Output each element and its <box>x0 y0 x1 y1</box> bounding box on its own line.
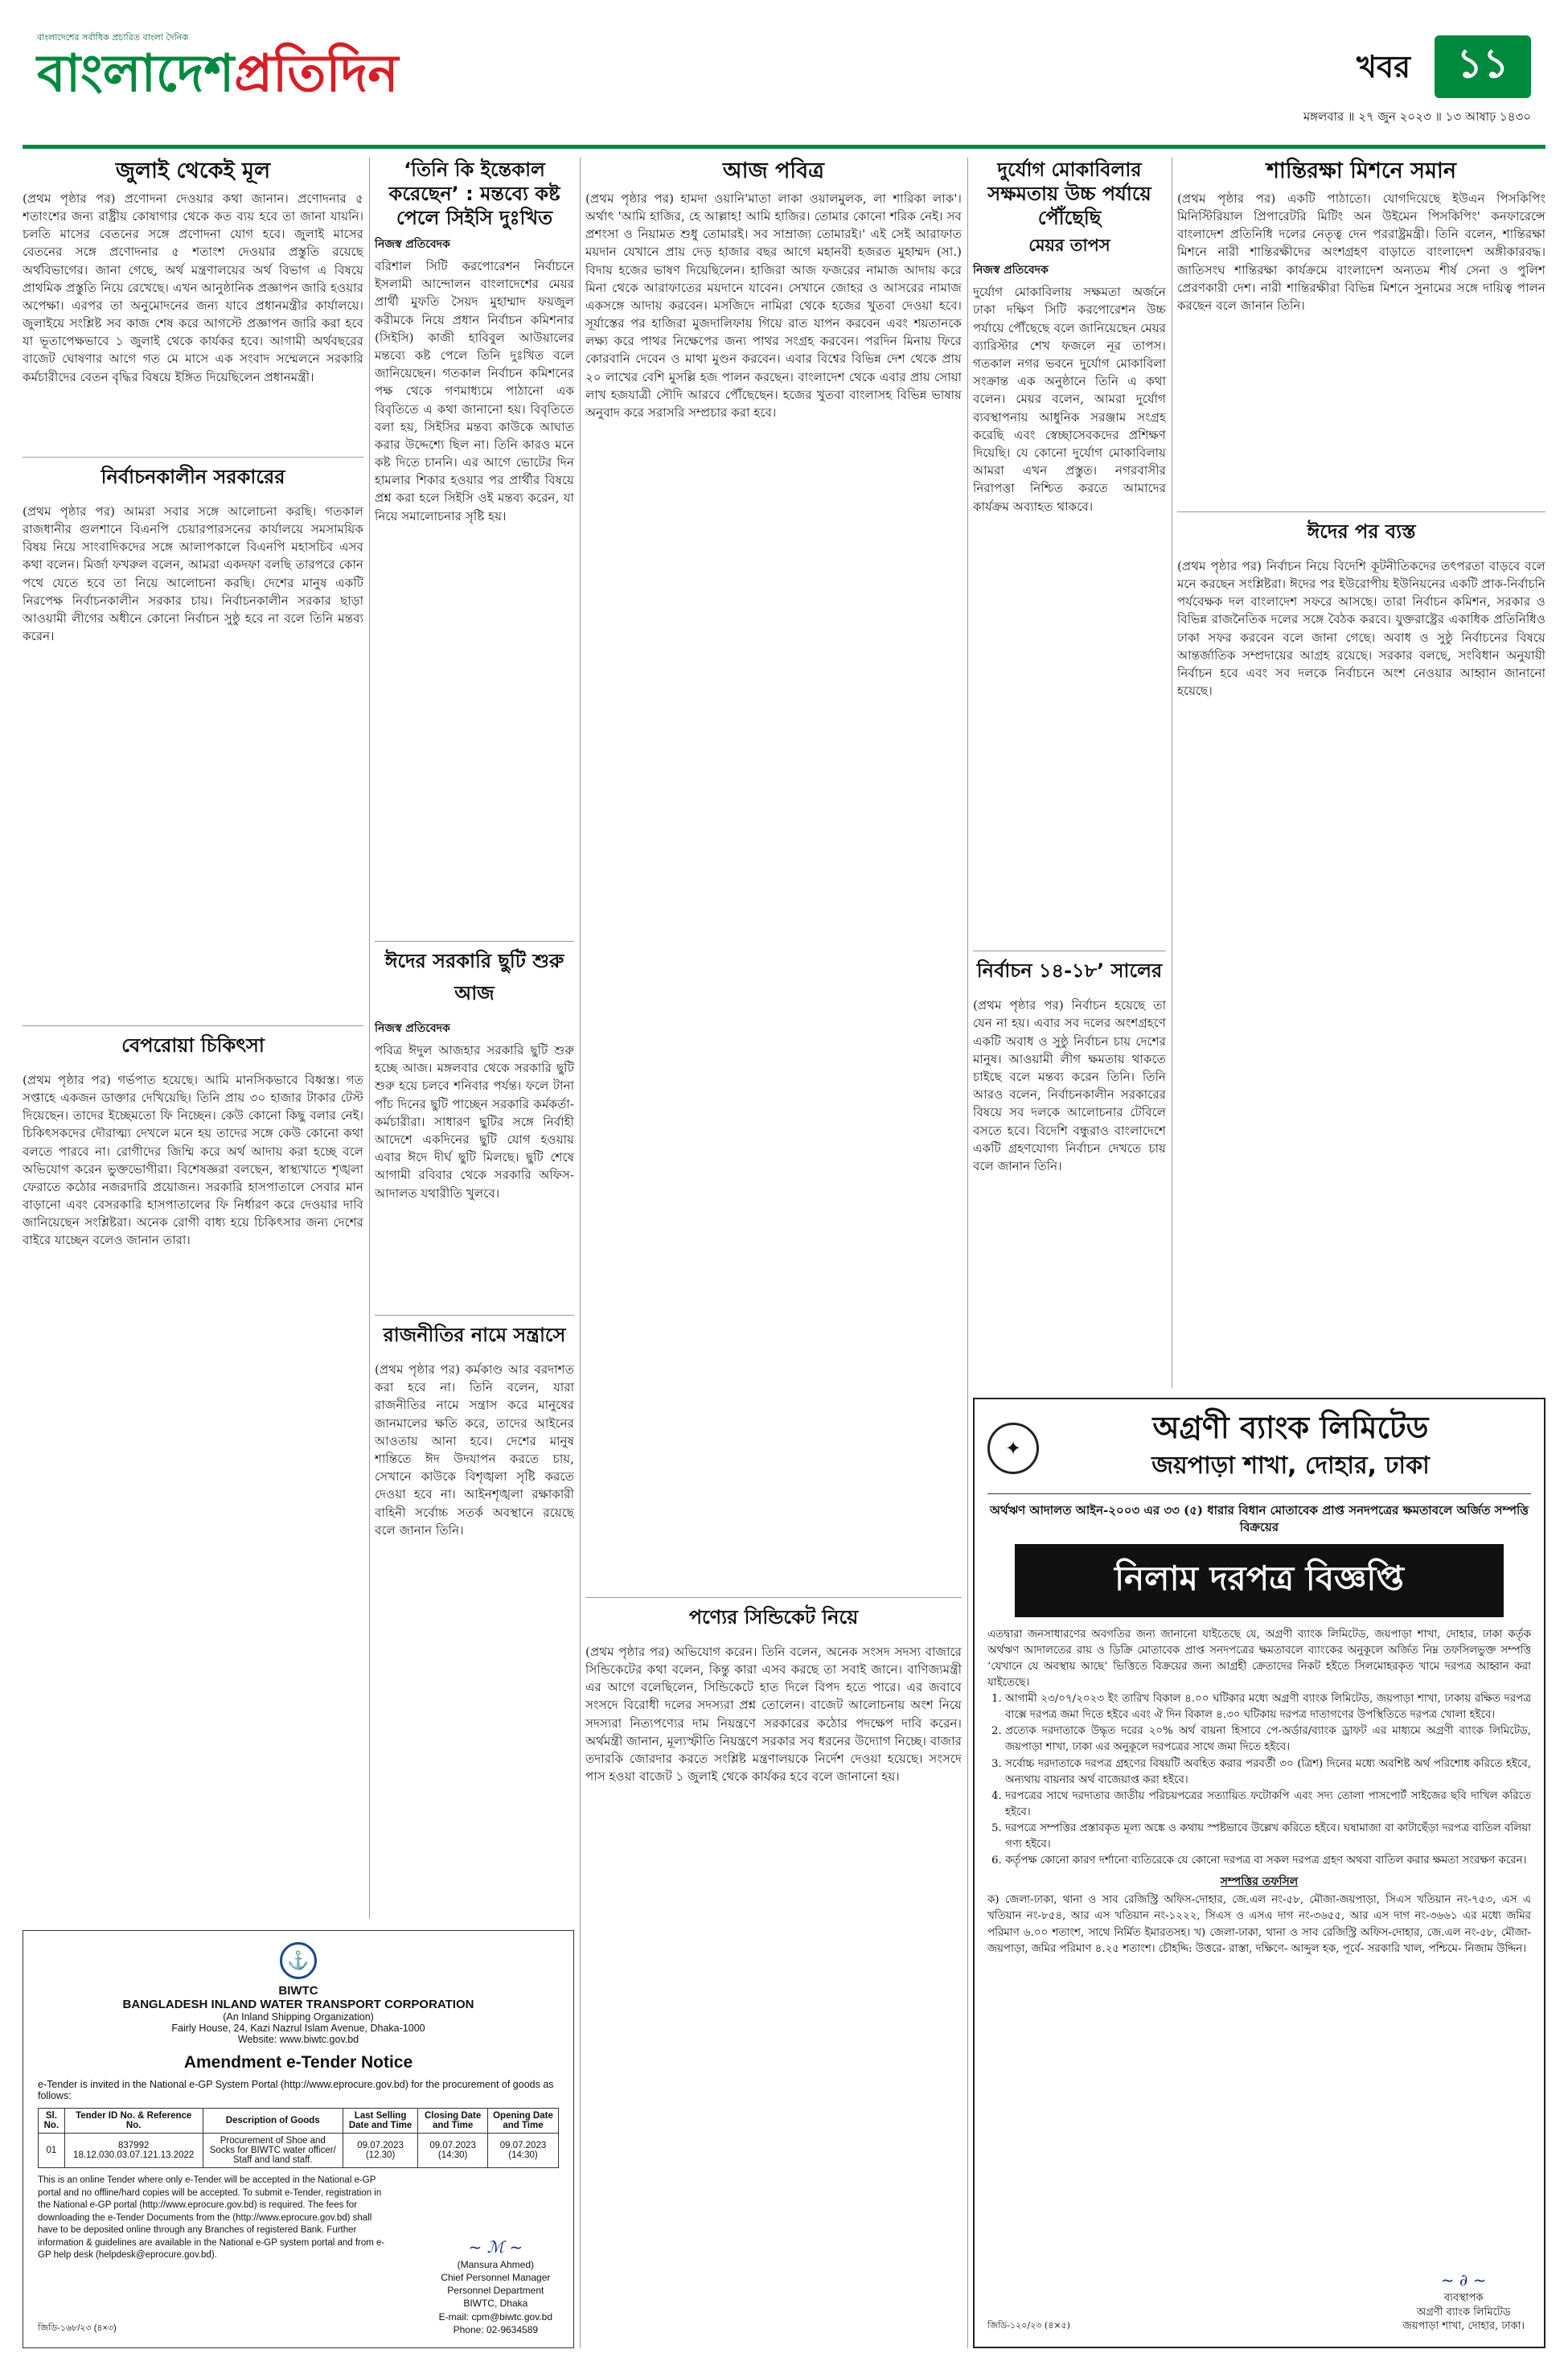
headline-cec: ‘তিনি কি ইন্তেকাল করেছেন’ : মন্তব্যে কষ্ট পেলে সিইসি দুঃখিত <box>388 158 560 229</box>
table-cell: 09.07.2023 (14:30) <box>487 2134 558 2168</box>
section-area <box>1161 35 1531 132</box>
signer-org: BIWTC, Dhaka <box>463 2298 528 2310</box>
biwtc-tender-notice <box>23 1930 574 2348</box>
auction-signer-bank: অগ্রণী ব্যাংক লিমিটেড <box>1416 2306 1511 2319</box>
auction-term: 6. কর্তৃপক্ষ কোনো কারণ দর্শানো ব্যতিরেকে যে কোনো দরপত্র বা সকল দরপত্র গ্রহণ অথবা বাতিল করার ক্ষমতা সংরক্ষণ করেন। <box>1005 1853 1531 1869</box>
column-divider <box>967 158 968 2348</box>
column-2 <box>375 158 574 1859</box>
schedule-text: ক) জেলা-ঢাকা, থানা ও সাব রেজিস্ট্রি অফিস-দোহার, জে.এল নং-৫৮, মৌজা-জয়পাড়া, সিএস খতিয়ান নং-৭৫৩, এস এ খতিয়ান নং-৮৫৪, আর এস খতিয়ান নং-১২২২, সিএস ও এসএ দাগ নং-৩৬৫৫, আর এস দাগ নং-৩৬৬১ এর মধ্যে জমির পরিমাণ ৬.০০ শতাংশ, সাথে নির্মিত ইমারতসহ। খ) জেলা-ঢাকা, থানা ও সাব রেজিস্ট্রি অফিস-দোহার, জে.এল নং-৫৮, মৌজা-জয়পাড়া, জমির পরিমাণ ৪.২৫ শতাংশ। চৌহদ্দি: উত্তরে- রাস্তা, দক্ষিণে- আব্দুল হক, পূর্বে- সরকারি খাল, পশ্চিমে- নিজাম উদ্দিন। <box>987 1894 1531 1955</box>
table-header-cell: Closing Date and Time <box>418 2109 488 2134</box>
biwtc-address: Fairly House, 24, Kazi Nazrul Islam Avenue, Dhaka-1000 <box>171 2023 425 2034</box>
table-header-cell: Sl. No. <box>39 2109 65 2134</box>
notice-intro: e-Tender is invited in the National e-GP System Portal (http://www.eprocure.gov.bd) for the procurement of goods as follows: <box>38 2079 554 2101</box>
article-body-cec: বরিশাল সিটি করপোরেশন নির্বাচনে ইসলামী আন্দোলন বাংলাদেশের মেয়র প্রার্থী মুফতি সৈয়দ মুহাম্মাদ ফয়জুল করীমকে নিয়ে প্রধান নির্বাচন কমিশনার (সিইসি) কাজী হাবিবুল আউয়ালের মন্তব্যে কষ্ট পেলে তিনি দুঃখিত বলে জানিয়েছেন। গতকাল নির্বাচন কমিশনের পক্ষ থেকে গণমাধ্যমে পাঠানো এক বিবৃতিতে এ কথা জানানো হয়। বিবৃতিতে বলা হয়, সিইসির মন্তব্য কাউকে আঘাত করার উদ্দেশ্যে ছিল না। তিনি কারও মনে কষ্ট দিতে চাননি। এর আগে ভোটের দিন হামলার শিকার হওয়ার পর প্রার্থীর বিষয়ে প্রশ্ন করা হলে সিইসি ওই মন্তব্য করেন, যা নিয়ে সমালোচনার সৃষ্টি হয়। <box>375 259 574 524</box>
section-name: খবর <box>1356 49 1410 84</box>
bank-name: অগ্রণী ব্যাংক লিমিটেড <box>1152 1410 1429 1445</box>
table-header-cell: Opening Date and Time <box>487 2109 558 2134</box>
column-5 <box>1177 158 1545 1394</box>
column-4 <box>973 158 1166 1415</box>
kicker-disaster: মেয়র তাপস <box>1028 236 1110 255</box>
table-cell: 01 <box>39 2134 65 2168</box>
article-body-after-eid: (প্রথম পৃষ্ঠার পর) নির্বাচন নিয়ে বিদেশি কূটনীতিকদের তৎপরতা বাড়বে বলে মনে করছেন সংশ্লিষ্টরা। ঈদের পর ইউরোপীয় ইউনিয়নের একটি প্রাক-নির্বাচনি পর্যবেক্ষক দল বাংলাদেশ সফরে আসছে। তারা নির্বাচন কমিশন, সরকার ও বিভিন্ন রাজনৈতিক দলের সঙ্গে বৈঠক করবে। যুক্তরাষ্ট্রের একাধিক প্রতিনিধিও ঢাকা সফর করবেন বলে জানা গেছে। অবাধ ও সুষ্ঠু নির্বাচনের বিষয়ে আন্তর্জাতিক সম্প্রদায়ের আগ্রহ রয়েছে। সরকার বলছে, সংবিধান অনুযায়ী নির্বাচন হবে এবং সব দলকে নির্বাচনে অংশ নেওয়ার আহ্বান জানানো হয়েছে। <box>1177 558 1545 699</box>
auction-terms <box>987 1691 1531 1869</box>
headline-pulp: পণ্যের সিন্ডিকেট নিয়ে <box>585 1597 962 1638</box>
biwtc-full-name: BANGLADESH INLAND WATER TRANSPORT CORPORATION <box>122 1998 474 2011</box>
headline-eid-holiday: ঈদের সরকারি ছুটি শুরু আজ <box>375 941 574 1014</box>
auction-term: 5. দরপত্রে সম্পত্তির প্রস্তাবকৃত মূল্য অঙ্কে ও কথায় স্পষ্টভাবে উল্লেখ করিতে হইবে। ঘষামাজা বা কাটাছেঁড়া দরপত্র বাতিল বলিয়া গণ্য হইবে। <box>1005 1821 1531 1853</box>
headline-election-1418: নির্বাচন ১৪-১৮’ সালের <box>973 951 1166 992</box>
tender-table <box>38 2108 559 2168</box>
bank-logo-icon: ✦ <box>987 1423 1039 1474</box>
byline-eid-holiday: নিজস্ব প্রতিবেদক <box>375 1022 450 1035</box>
biwtc-logo-icon: ⚓ <box>280 1942 317 1979</box>
article-body-salary: (প্রথম পৃষ্ঠার পর) প্রণোদনা দেওয়ার কথা জানান। প্রণোদনার ৫ শতাংশের জন্য রাষ্ট্রীয় কোষাগার থেকে কত ব্যয় হবে তা জানা যায়নি। চলতি মাসের বেতনের সঙ্গে প্রণোদনা যোগ হবে। জুলাই মাসের বেতনের সঙ্গে প্রণোদনার ৫ শতাংশ দেওয়ার প্রস্তুতি রয়েছে অর্থবিভাগের। জানা গেছে, অর্থ মন্ত্রণালয়ের অর্থ বিভাগ এ বিষয়ে প্রাথমিক প্রস্তুতি নিয়ে রেখেছে। এখন আনুষ্ঠানিক প্রজ্ঞাপন জারি হওয়ার অপেক্ষা। এরপর তা অনুমোদনের জন্য যাবে প্রধানমন্ত্রীর কার্যালয়ে। জুলাইয়ে সংশ্লিষ্ট সব কাজ শেষ করে আগস্টে প্রজ্ঞাপন জারি করা হবে যা ভূতাপেক্ষভাবে ১ জুলাই থেকে কার্যকর হবে। আগামী অর্থবছরের বাজেট ঘোষণার আগে গত মে মাসে এক সংবাদ সম্মেলনে সরকারি কর্মচারীদের বেতন বৃদ্ধির বিষয়ে ইঙ্গিত দিয়েছিলেন প্রধানমন্ত্রী। <box>23 191 363 384</box>
article-body-election-govt: (প্রথম পৃষ্ঠার পর) আমরা সবার সঙ্গে আলোচনা করছি। গতকাল রাজধানীর গুলশানে বিএনপি চেয়ারপারসনের কার্যালয়ে সমসাময়িক বিষয় নিয়ে সাংবাদিকদের সঙ্গে আলাপকালে বিএনপি মহাসচিব এসব কথা বলেন। মির্জা ফখরুল বলেন, আমরা একদফা বলছি তারপরে কোন পথে যেতে হবে তা নিয়ে আলোচনা করছি। দেশের মানুষ একটি নিরপেক্ষ নির্বাচনকালীন সরকার চায়। নির্বাচনকালীন সরকার ছাড়া আওয়ামী লীগের অধীনে কোনো নির্বাচন সুষ্ঠু হবে না বলে তিনি মন্তব্য করেন। <box>23 503 363 644</box>
notice-footer: This is an online Tender where only e-Tender will be accepted in the National e-GP portal and no offline/hard copies will be accepted. To submit e-Tender, registration in the National e-GP portal (http://www.eprocure.gov.bd) is required. The fees for downloading the e-Tender Documents from the (http://www.eprocure.gov.bd) shall have to be deposited online through any Branches of registered Bank. Further information & guidelines are available in the National e-GP system portal and from e-GP help desk (helpdesk@eprocure.gov.bd). <box>38 2175 385 2261</box>
table-cell: Procurement of Shoe and Socks for BIWTC water officer/ Staff and land staff. <box>203 2134 343 2168</box>
column-divider <box>369 158 370 1919</box>
auction-ref: জিডি-১২০/২৩ (৪×৫) <box>987 2320 1070 2331</box>
notice-signature-block <box>439 2236 552 2336</box>
masthead <box>23 16 1545 137</box>
dateline: মঙ্গলবার ॥ ২৭ জুন ২০২৩ ॥ ১৩ আষাঢ় ১৪৩০ <box>1303 109 1531 124</box>
headline-election-govt: নির্বাচনকালীন সরকারের <box>23 457 363 498</box>
bank-branch: জয়পাড়া শাখা, দোহার, ঢাকা <box>1151 1451 1430 1480</box>
auction-signer-branch: জয়পাড়া শাখা, দোহার, ঢাকা। <box>1402 2320 1525 2333</box>
logo-name-main: বাংলাদেশ <box>37 44 235 104</box>
schedule-heading: সম্পত্তির তফসিল <box>1220 1875 1299 1889</box>
auction-term: 4. দরপত্রের সাথে দরদাতার জাতীয় পরিচয়পত্রের সত্যায়িত ফটোকপি এবং সদ্য তোলা পাসপোর্ট সাইজের ছবি দাখিল করিতে হইবে। <box>1005 1789 1531 1821</box>
headline-peace: শান্তিরক্ষা মিশনে সমান <box>1266 158 1456 183</box>
headline-salary: জুলাই থেকেই মূল <box>115 158 271 183</box>
logo-tagline: বাংলাদেশের সর্বাধিক প্রচারিত বাংলা দৈনিক <box>37 32 189 43</box>
headline-treatment: বেপরোয়া চিকিৎসা <box>23 1025 363 1066</box>
headline-politics: রাজনীতির নামে সন্ত্রাসে <box>375 1315 574 1356</box>
signer-role: Chief Personnel Manager <box>441 2272 551 2284</box>
auction-signature-block <box>1402 2269 1525 2334</box>
auction-header <box>987 1411 1531 1494</box>
auction-intro: এতদ্বারা জনসাধারণের অবগতির জন্য জানানো যাইতেছে যে, অগ্রণী ব্যাংক লিমিটেড, জয়পাড়া শাখা, দোহার, ঢাকা কর্তৃক অর্থঋণ আদালতের রায় ও ডিক্রি মোতাবেক প্রাপ্ত সনদপত্রের ক্ষমতাবলে ব্যাংকের অনুকূলে অর্জিত নিম্ন তফসিলভুক্ত সম্পত্তি ‘যেখানে যে অবস্থায় আছে’ ভিত্তিতে বিক্রয়ের জন্য আগ্রহী ক্রেতাদের নিকট হইতে সিলমোহরকৃত খামে দরপত্র আহ্বান করা যাইতেছে। <box>987 1628 1531 1690</box>
notice-ref: জিডি-১৬৮/২৩ (৪×৩) <box>38 2323 117 2333</box>
column-divider <box>580 158 581 2348</box>
signer-email: E-mail: cpm@biwtc.gov.bd <box>438 2310 552 2323</box>
auction-term: 1. আগামী ২৩/০৭/২০২৩ ইং তারিখ বিকাল ৪.০০ ঘটিকার মধ্যে অগ্রণী ব্যাংক লিমিটেড, জয়পাড়া শাখা, ঢাকায় রক্ষিত দরপত্র বাক্সে দরপত্র জমা দিতে হইবে এবং ঐ দিন বিকাল ৪.৩০ ঘটিকায় দরপত্র দাতাগণের উপস্থিতিতে দরপত্র খোলা হইবে। <box>1005 1691 1531 1723</box>
signer-name: (Mansura Ahmed) <box>457 2258 535 2270</box>
biwtc-website: Website: www.biwtc.gov.bd <box>237 2034 359 2045</box>
newspaper-logo <box>37 31 399 127</box>
table-cell: 837992 18.12.030.03.07.121.13.2022 <box>64 2134 203 2168</box>
column-3 <box>585 158 962 2343</box>
headline-after-eid: ঈদের পর ব্যস্ত <box>1177 511 1545 552</box>
table-row <box>39 2134 559 2168</box>
auction-law-text: অর্থঋণ আদালত আইন-২০০৩ এর ৩৩ (৫) ধারার বিধান মোতাবেক প্রাপ্ত সনদপত্রের ক্ষমতাবলে অর্জিত সম্পত্তি বিক্রয়ের <box>989 1502 1529 1534</box>
signature-image: ~ ℳ ~ <box>468 2236 523 2257</box>
table-header-cell: Description of Goods <box>203 2109 343 2134</box>
table-cell: 09.07.2023 (14:30) <box>418 2134 488 2168</box>
signature-image: ~ ∂ ~ <box>1440 2270 1487 2290</box>
article-body-peace: (প্রথম পৃষ্ঠার পর) একটি পাঠাতো। যোগদিয়েছে ইউএন পিসকিপিং মিনিস্টিরিয়াল প্রিপারেটরি মিটিং অন উইমেন পিসকিপিং' কনফারেন্সে বাংলাদেশ প্রতিনিধি দলের নেতৃত্ব দেন পররাষ্ট্রমন্ত্রী। তিনি বলেন, শান্তিরক্ষা মিশনে নারী শান্তিরক্ষীদের অংশগ্রহণ বাড়াতে বাংলাদেশ অঙ্গীকারবদ্ধ। জাতিসংঘ শান্তিরক্ষা কার্যক্রমে বাংলাদেশ অন্যতম শীর্ষ সেনা ও পুলিশ প্রেরণকারী দেশ। নারী শান্তিরক্ষীরা বিভিন্ন মিশনে সুনামের সঙ্গে দায়িত্ব পালন করছেন বলে জানান তিনি। <box>1177 191 1545 313</box>
signer-department: Personnel Department <box>447 2285 544 2297</box>
article-body-politics: (প্রথম পৃষ্ঠার পর) কর্মকাণ্ড আর বরদাশত করা হবে না। তিনি বলেন, যারা রাজনীতির নামে সন্ত্রাস করে মানুষের জানমালের ক্ষতি করে, তাদের আইনের আওতায় আনা হবে। দেশের মানুষ শান্তিতে ঈদ উদযাপন করতে চায়, সেখানে কাউকে বিশৃঙ্খলা সৃষ্টি করতে দেওয়া হবে না। আইনশৃঙ্খলা রক্ষাকারী বাহিনী সর্বোচ্চ সতর্ক অবস্থানে রয়েছে বলে জানান তিনি। <box>375 1362 574 1538</box>
article-body-election-1418: (প্রথম পৃষ্ঠার পর) নির্বাচন হয়েছে তা যেন না হয়। এবার সব দলের অংশগ্রহণে একটি অবাধ ও সুষ্ঠু নির্বাচন চায় দেশের মানুষ। আওয়ামী লীগ ক্ষমতায় থাকতে চাইছে বলে মন্তব্য করেন তিনি। তিনি আরও বলেন, নির্বাচনকালীন সরকারের বিষয়ে সব দলকে আলোচনার টেবিলে বসতে হবে। বিদেশি বন্ধুরাও বাংলাদেশে একটি গ্রহণযোগ্য নির্বাচন দেখতে চায় বলে জানান তিনি। <box>973 998 1166 1173</box>
article-body-disaster: দুর্যোগ মোকাবিলায় সক্ষমতা অর্জনে ঢাকা দক্ষিণ সিটি করপোরেশন উচ্চ পর্যায়ে পৌঁছেছে বলে জানিয়েছেন মেয়র ব্যারিস্টার শেখ ফজলে নূর তাপস। গতকাল নগর ভবনে দুর্যোগ মোকাবিলা সংক্রান্ত এক অনুষ্ঠানে তিনি এ কথা বলেন। মেয়র বলেন, আমরা দুর্যোগ ব্যবস্থাপনায় আধুনিক সরঞ্জাম সংগ্রহ করেছি এবং স্বেচ্ছাসেবকদের প্রশিক্ষণ দিয়েছি। যে কোনো দুর্যোগ মোকাবিলায় আমরা এখন প্রস্তুত। নগরবাসীর নিরাপত্তা নিশ্চিত করতে আমাদের কার্যক্রম অব্যাহত থাকবে। <box>973 285 1166 514</box>
table-cell: 09.07.2023 (12.30) <box>343 2134 417 2168</box>
signer-phone: Phone: 02-9634589 <box>453 2323 539 2335</box>
article-body-today-holy: (প্রথম পৃষ্ঠার পর) হামদা ওয়ানি'মাতা লাকা ওয়ালমুলক, লা শারিকা লাক'। অর্থাৎ 'আমি হাজির, হে আল্লাহ! আমি হাজির। তোমার কোনো শরিক নেই। সব প্রশংসা ও নিয়ামত শুধু তোমারই। সব সাম্রাজ্য তোমারই।' এই সেই আরাফাত ময়দান যেখানে প্রায় দেড় হাজার বছর আগে মহানবী হজরত মুহাম্মদ (সা.) বিদায় হজের ভাষণ দিয়েছিলেন। হাজিরা আজ ফজরের নামাজ আদায় করে মিনা থেকে আরাফাতের ময়দানে যাবেন। সেখানে জোহর ও আসরের নামাজ একসঙ্গে আদায় করবেন। মসজিদে নামিরা থেকে হজের খুতবা দেওয়া হবে। সূর্যাস্তের পর হাজিরা মুজদালিফায় গিয়ে রাত যাপন করবেন এবং শয়তানকে লক্ষ্য করে পাথর নিক্ষেপের জন্য পাথর সংগ্রহ করবেন। পরদিন মিনায় ফিরে কোরবানি দেবেন ও মাথা মুণ্ডন করবেন। এবার বিশ্বের বিভিন্ন দেশ থেকে প্রায় ২০ লাখের বেশি মুসল্লি হজ পালন করছেন। বাংলাদেশ থেকে এবার প্রায় সোয়া লাখ হজযাত্রী সৌদি আরবে পৌঁছেছেন। হজের খুতবা বাংলাসহ বিভিন্ন ভাষায় অনুবাদ করে সরাসরি সম্প্রচার করা হবে। <box>585 191 962 420</box>
column-1 <box>23 158 363 1916</box>
auction-banner: নিলাম দরপত্র বিজ্ঞপ্তি <box>1015 1544 1504 1617</box>
page-number: ১১ <box>1435 35 1531 98</box>
masthead-rule <box>23 145 1545 149</box>
article-body-treatment: (প্রথম পৃষ্ঠার পর) গর্ভপাত হয়েছে। আমি মানসিকভাবে বিধ্বস্ত। গত সপ্তাহে একজন ডাক্তার দেখিয়েছি। তিনি প্রায় ৩০ হাজার টাকার টেস্ট দিয়েছেন। তাদের ইচ্ছেমতো ফি নিচ্ছেন। কেউ কোনো কিছু বলার নেই। চিকিৎসকদের দৌরাত্ম্য দেখলে মনে হয় তাদের সঙ্গে কেউ কোনো কথা বলতে পারবে না। রোগীদের জিম্মি করে অর্থ আদায় করা হচ্ছে বলে অভিযোগ করেন ভুক্তভোগীরা। বিশেষজ্ঞরা বলছেন, স্বাস্থ্যখাতে শৃঙ্খলা ফেরাতে কঠোর নজরদারি প্রয়োজন। সরকারি হাসপাতালে সেবার মান বাড়ানো এবং বেসরকারি হাসপাতালের ফি নির্ধারণ করে দেওয়ার দাবি জানিয়েছেন সংশ্লিষ্টরা। অনেক রোগী বাধ্য হয়ে চিকিৎসার জন্য দেশের বাইরে যাচ্ছেন বলেও জানান তারা। <box>23 1072 363 1248</box>
headline-today-holy: আজ পবিত্র <box>723 158 824 183</box>
notice-title: Amendment e-Tender Notice <box>183 2053 413 2072</box>
agrani-auction-notice <box>973 1398 1545 2348</box>
headline-disaster: দুর্যোগ মোকাবিলার সক্ষমতায় উচ্চ পর্যায়ে পৌঁছেছি <box>987 158 1151 229</box>
biwtc-short: BIWTC <box>278 1984 318 1998</box>
table-header-cell: Last Selling Date and Time <box>343 2109 417 2134</box>
auction-signer-role: ব্যবস্থাপক <box>1443 2292 1484 2305</box>
logo-name-accent: প্রতিদিন <box>234 44 399 104</box>
article-body-pulp: (প্রথম পৃষ্ঠার পর) অভিযোগ করেন। তিনি বলেন, অনেক সংসদ সদস্য বাজারে সিন্ডিকেটের কথা বলেন, কিন্তু কারা এসব করছে তা সবাই জানে। বাণিজ্যমন্ত্রী এর আগে বলেছিলেন, সিন্ডিকেটে হাত দিলে বিপদ হতে পারে। এর জবাবে সংসদে বিরোধী দলের সদস্যরা প্রশ্ন তোলেন। বাজেট আলোচনায় অংশ নিয়ে সদস্যরা নিত্যপণ্যের দাম নিয়ন্ত্রণে সরকারের কঠোর পদক্ষেপ দাবি করেন। অর্থমন্ত্রী জানান, মূল্যস্ফীতি নিয়ন্ত্রণে সরকার সব ধরনের উদ্যোগ নিচ্ছে। বাজার তদারকি জোরদার করতে সংশ্লিষ্ট মন্ত্রণালয়কে নির্দেশ দেওয়া হয়েছে। সংসদে পাস হওয়া বাজেট ১ জুলাই থেকে কার্যকর হবে বলে জানানো হয়। <box>585 1644 962 1785</box>
tender-table-header <box>39 2109 559 2134</box>
auction-term: 2. প্রত্যেক দরদাতাকে উদ্ধৃত দরের ২০% অর্থ বায়না হিসাবে পে-অর্ডার/ব্যাংক ড্রাফট এর মাধ্যমে অগ্রণী ব্যাংক লিমিটেড, জয়পাড়া শাখা, ঢাকা এর অনুকূলে দরপত্রের সাথে জমা দিতে হইবে। <box>1005 1723 1531 1756</box>
biwtc-subtitle: (An Inland Shipping Organization) <box>223 2011 374 2023</box>
auction-term: 3. সর্বোচ্চ দরদাতাকে দরপত্র গ্রহণের বিষয়টি অবহিত করার পরবর্তী ৩০ (ত্রিশ) দিনের মধ্যে অবশিষ্ট অর্থ পরিশোধ করিতে হইবে, অন্যথায় বায়নার অর্থ বাজেয়াপ্ত করা হইবে। <box>1005 1756 1531 1789</box>
byline-cec: নিজস্ব প্রতিবেদক <box>375 238 450 251</box>
auction-body <box>987 1627 1531 1957</box>
article-body-eid-holiday: পবিত্র ঈদুল আজহার সরকারি ছুটি শুরু হচ্ছে আজ। মঙ্গলবার থেকে সরকারি ছুটি শুরু হয়ে চলবে শনিবার পর্যন্ত। ফলে টানা পাঁচ দিনের ছুটি পাচ্ছেন সরকারি কর্মকর্তা-কর্মচারীরা। সাধারণ ছুটির সঙ্গে নির্বাহী আদেশে একদিনের ছুটি যোগ হওয়ায় এবার ঈদে দীর্ঘ ছুটি মিলছে। ছুটি শেষে আগামী রবিবার থেকে সরকারি অফিস-আদালত যথারীতি খুলবে। <box>375 1043 574 1201</box>
table-header-cell: Tender ID No. & Reference No. <box>64 2109 203 2134</box>
byline-disaster: নিজস্ব প্রতিবেদক <box>973 264 1049 277</box>
